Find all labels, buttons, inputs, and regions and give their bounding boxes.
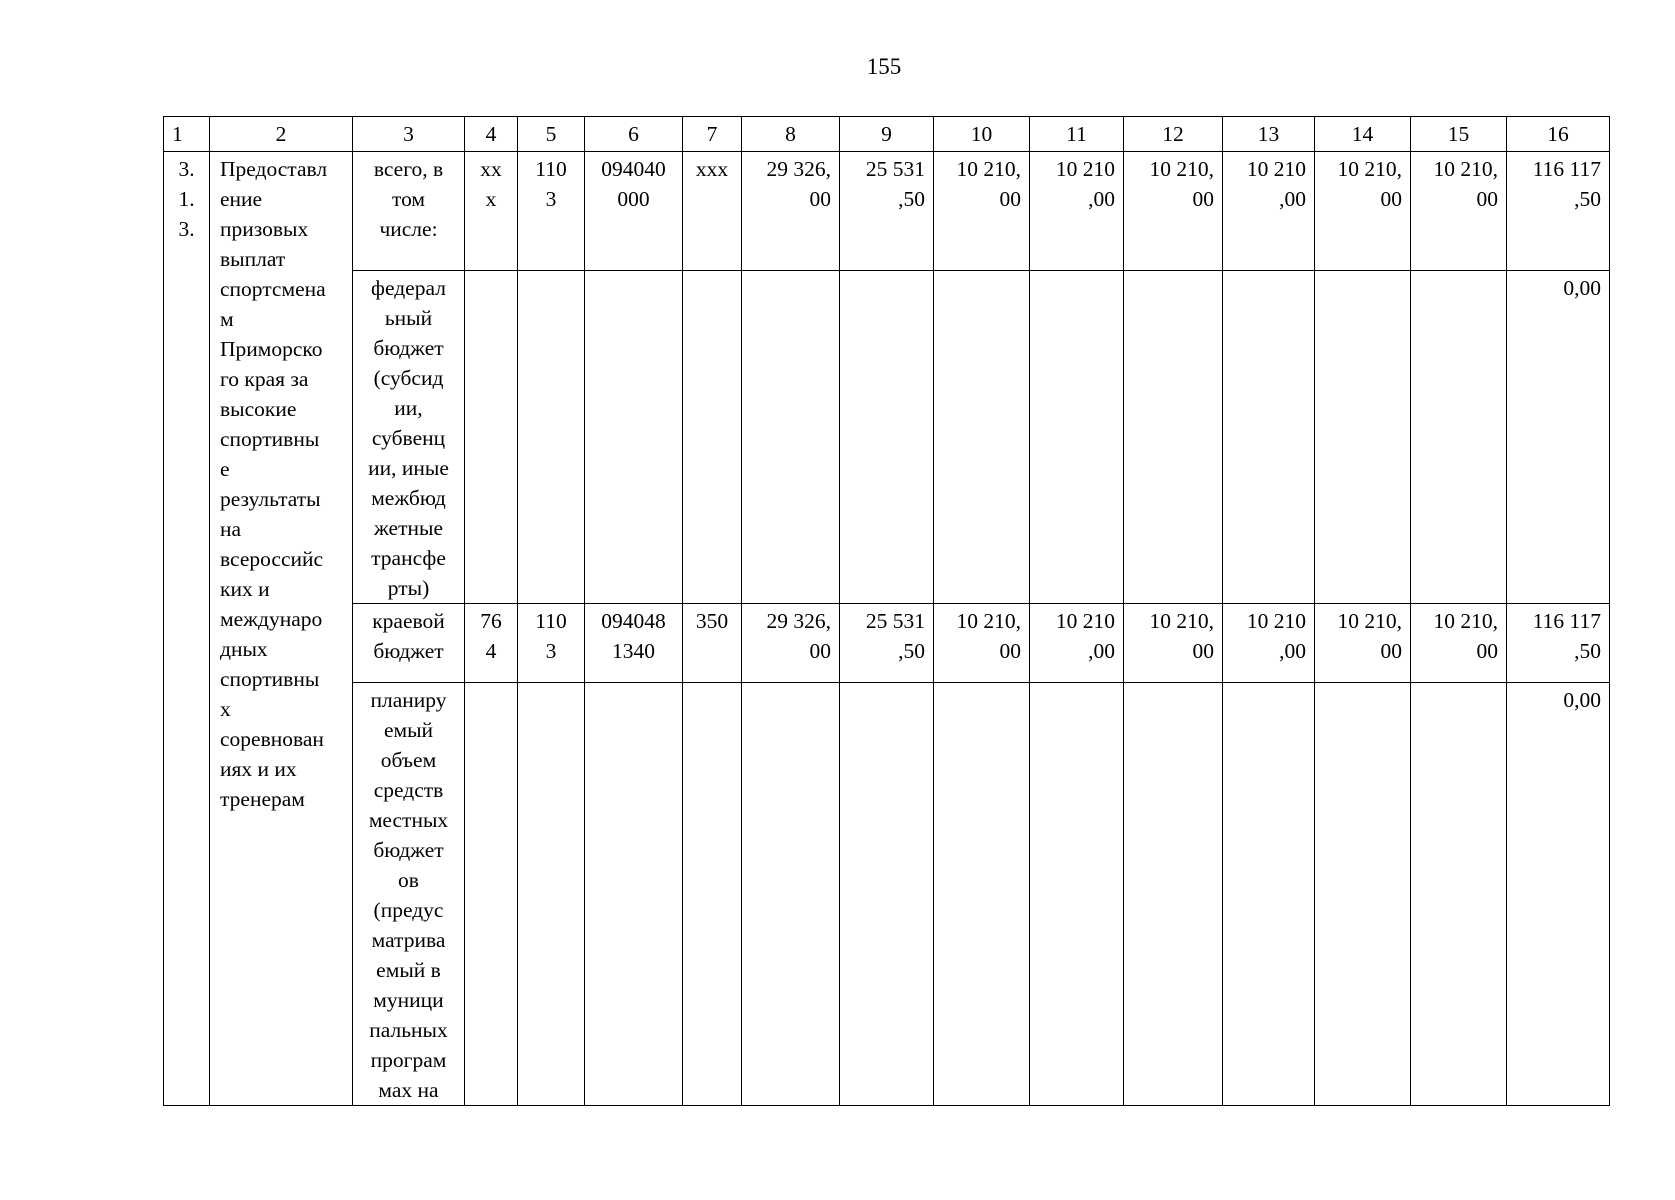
- section-code: 110 3: [535, 609, 567, 663]
- table-row-local: [164, 683, 1610, 1106]
- expense-type-code: ххх: [695, 157, 729, 181]
- item-name: Предоставл ение призовых выплат спортсмена м Приморско го края за высокие спортивны е результаты на всероссийс ких и междунаро дных спортивны х соревнован иях и их тренерам: [220, 157, 328, 811]
- table-cell: [1411, 152, 1507, 271]
- table-cell: [1030, 152, 1124, 271]
- table-cell: [1507, 271, 1610, 604]
- amount-cell: [1315, 271, 1410, 273]
- table-cell: [683, 683, 742, 1106]
- item-index-cell: [164, 152, 210, 1106]
- header-cell: 1: [164, 117, 210, 152]
- table-cell: [742, 271, 840, 604]
- table-cell: [1411, 683, 1507, 1106]
- table-cell: [934, 604, 1030, 683]
- table-cell: [1315, 683, 1411, 1106]
- header-cell: 12: [1124, 117, 1223, 152]
- funding-source: всего, в том числе:: [373, 157, 444, 241]
- amount-cell: 10 210, 00: [1433, 609, 1498, 663]
- amount-cell: 10 210, 00: [956, 157, 1021, 211]
- table-cell: [1223, 271, 1315, 604]
- target-code: [585, 683, 682, 685]
- header-cell: 16: [1507, 117, 1610, 152]
- amount-cell: [1030, 683, 1123, 685]
- total-amount-cell: 0,00: [1563, 276, 1601, 300]
- table-cell: [465, 683, 518, 1106]
- amount-cell: [1124, 683, 1222, 685]
- amount-cell: [1223, 683, 1314, 685]
- table-cell: [1315, 152, 1411, 271]
- target-code: [585, 271, 682, 273]
- amount-cell: [742, 683, 839, 685]
- table-cell: [1411, 604, 1507, 683]
- header-cell: 8: [742, 117, 840, 152]
- table-cell: [742, 683, 840, 1106]
- header-cell: 13: [1223, 117, 1315, 152]
- amount-cell: 29 326, 00: [766, 157, 831, 211]
- item-index: 3. 1. 3.: [178, 157, 195, 241]
- table-cell: [840, 604, 934, 683]
- table-cell: [585, 152, 683, 271]
- table-row-total: [164, 152, 1610, 271]
- total-amount-cell: 116 117 ,50: [1532, 157, 1601, 211]
- item-name-cell: [210, 152, 353, 1106]
- table-cell: [1315, 604, 1411, 683]
- table-cell: [934, 271, 1030, 604]
- section-code: [518, 271, 584, 273]
- table-cell: [465, 152, 518, 271]
- amount-cell: [934, 683, 1029, 685]
- table-cell: [465, 604, 518, 683]
- column-number-row: [164, 117, 1610, 152]
- table-cell: [1124, 604, 1223, 683]
- amount-cell: [1124, 271, 1222, 273]
- header-cell: 9: [840, 117, 934, 152]
- header-cell: 11: [1030, 117, 1124, 152]
- amount-cell: 10 210, 00: [1433, 157, 1498, 211]
- table-cell: [585, 604, 683, 683]
- header-cell: 7: [683, 117, 742, 152]
- header-cell: 10: [934, 117, 1030, 152]
- header-cell: 3: [353, 117, 465, 152]
- header-cell: 5: [518, 117, 585, 152]
- grbs-code: [465, 683, 517, 685]
- table-cell: [1030, 683, 1124, 1106]
- table-cell: [840, 683, 934, 1106]
- target-code: 094040 000: [601, 157, 666, 211]
- expense-type-code: 350: [695, 609, 729, 633]
- table-row-regional: [164, 604, 1610, 683]
- funding-source: краевой бюджет: [372, 609, 445, 663]
- table-cell: [1507, 152, 1610, 271]
- amount-cell: 29 326, 00: [766, 609, 831, 663]
- table-cell: [1124, 683, 1223, 1106]
- table-cell: [585, 683, 683, 1106]
- table-cell: [1124, 271, 1223, 604]
- table-cell: [934, 683, 1030, 1106]
- amount-cell: 10 210 ,00: [1055, 157, 1115, 211]
- table-cell: [683, 604, 742, 683]
- amount-cell: [934, 271, 1029, 273]
- amount-cell: [742, 271, 839, 273]
- expense-type-code: [683, 271, 741, 273]
- table-cell: [683, 271, 742, 604]
- table-cell: [518, 152, 585, 271]
- table-cell: [1223, 683, 1315, 1106]
- table-cell: [1411, 271, 1507, 604]
- table-cell: [1030, 604, 1124, 683]
- table-cell: [683, 152, 742, 271]
- source-cell: [353, 604, 465, 683]
- source-cell: [353, 683, 465, 1106]
- amount-cell: [1411, 271, 1506, 273]
- amount-cell: 10 210 ,00: [1055, 609, 1115, 663]
- header-cell: 2: [210, 117, 353, 152]
- header-cell: 6: [585, 117, 683, 152]
- table-cell: [1315, 271, 1411, 604]
- amount-cell: 25 531 ,50: [865, 157, 925, 211]
- amount-cell: [1315, 683, 1410, 685]
- amount-cell: 10 210 ,00: [1246, 157, 1306, 211]
- amount-cell: [1411, 683, 1506, 685]
- total-amount-cell: 116 117 ,50: [1532, 609, 1601, 663]
- amount-cell: [840, 271, 933, 273]
- amount-cell: [1223, 271, 1314, 273]
- table-cell: [840, 152, 934, 271]
- table-cell: [518, 683, 585, 1106]
- table-cell: [518, 271, 585, 604]
- amount-cell: 10 210, 00: [1149, 609, 1214, 663]
- table-cell: [1223, 152, 1315, 271]
- grbs-code: 76 4: [480, 609, 502, 663]
- header-cell: 15: [1411, 117, 1507, 152]
- header-cell: 14: [1315, 117, 1411, 152]
- table-row-federal: [164, 271, 1610, 604]
- funding-source: планиру емый объем средств местных бюджет ов (предус матрива емый в муници пальных програм мах на: [368, 688, 449, 1102]
- total-amount-cell: 0,00: [1563, 688, 1601, 712]
- grbs-code: хх х: [480, 157, 502, 211]
- table-cell: [1223, 604, 1315, 683]
- section-code: [518, 683, 584, 685]
- source-cell: [353, 152, 465, 271]
- section-code: 110 3: [535, 157, 567, 211]
- amount-cell: 25 531 ,50: [865, 609, 925, 663]
- table-cell: [742, 604, 840, 683]
- source-cell: [353, 271, 465, 604]
- table-cell: [1124, 152, 1223, 271]
- table-cell: [518, 604, 585, 683]
- amount-cell: 10 210, 00: [1337, 609, 1402, 663]
- table-cell: [1507, 604, 1610, 683]
- table-cell: [934, 152, 1030, 271]
- table-cell: [465, 271, 518, 604]
- funding-source: федерал ьный бюджет (субсид ии, субвенц ии, иные межбюд жетные трансфе рты): [368, 276, 449, 600]
- budget-table: [163, 116, 1610, 1106]
- amount-cell: [1030, 271, 1123, 273]
- amount-cell: [840, 683, 933, 685]
- amount-cell: 10 210 ,00: [1246, 609, 1306, 663]
- page-number: 155: [866, 54, 902, 79]
- amount-cell: 10 210, 00: [956, 609, 1021, 663]
- target-code: 094048 1340: [601, 609, 666, 663]
- table-cell: [585, 271, 683, 604]
- grbs-code: [465, 271, 517, 273]
- expense-type-code: [683, 683, 741, 685]
- table-cell: [1507, 683, 1610, 1106]
- table-cell: [840, 271, 934, 604]
- table-cell: [1030, 271, 1124, 604]
- amount-cell: 10 210, 00: [1337, 157, 1402, 211]
- header-cell: 4: [465, 117, 518, 152]
- table-cell: [742, 152, 840, 271]
- amount-cell: 10 210, 00: [1149, 157, 1214, 211]
